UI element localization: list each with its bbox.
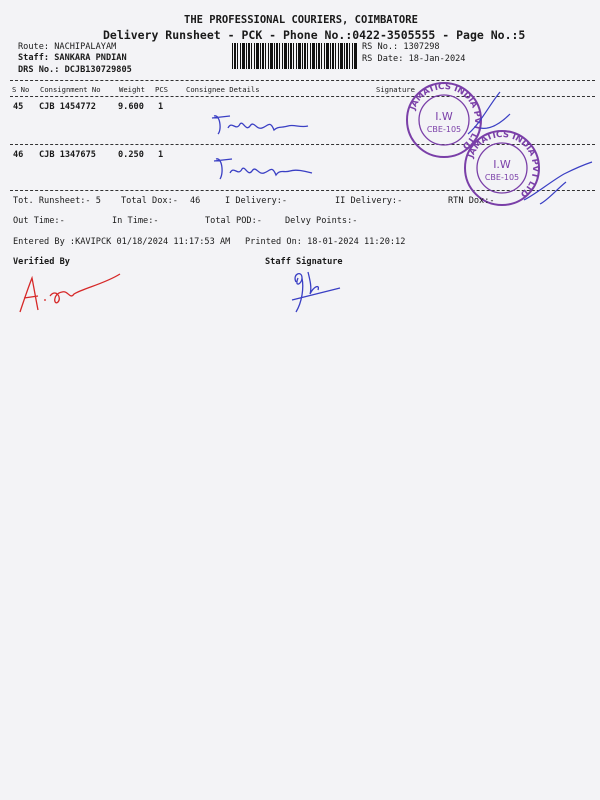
total-dox-label: Total Dox:- — [121, 196, 178, 206]
stamp-signature-2 — [520, 160, 596, 210]
stamp-bottom: CBE-105 — [484, 173, 520, 182]
rs-date: RS Date: 18-Jan-2024 — [362, 54, 466, 64]
col-pcs: PCS — [155, 85, 168, 94]
row-sno: 46 — [13, 150, 24, 160]
stamp-top: I.W — [435, 110, 453, 123]
col-signature: Signature — [376, 85, 415, 94]
route-label: Route: NACHIPALAYAM — [18, 42, 117, 52]
stamp-outer-text: JAMATICS INDIA PVT LTD — [407, 81, 483, 151]
staff-label: Staff: SANKARA PNDIAN — [18, 53, 127, 63]
col-consignment: Consignment No — [40, 85, 101, 94]
verifier-signature — [14, 270, 124, 318]
row-consignment: CJB 1454772 — [39, 102, 96, 112]
row-pcs: 1 — [158, 102, 164, 112]
total-pod: Total POD:- — [205, 216, 262, 226]
rtn-dox: RTN Dox:- — [448, 196, 495, 206]
delvy-points: Delvy Points:- — [285, 216, 358, 226]
stamp-bottom: CBE-105 — [426, 125, 462, 134]
barcode — [232, 43, 358, 69]
row-consignment: CJB 1347675 — [39, 150, 96, 160]
total-dox-value: 46 — [190, 196, 201, 206]
row-weight: 9.600 — [118, 102, 144, 112]
rs-number: RS No.: 1307298 — [362, 42, 440, 52]
row-weight: 0.250 — [118, 150, 144, 160]
drs-number: DRS No.: DCJB130729805 — [18, 65, 132, 75]
col-weight: Weight — [119, 85, 145, 94]
entered-by: Entered By :KAVIPCK 01/18/2024 11:17:53 AM — [13, 237, 231, 247]
col-sno: S No — [12, 85, 30, 94]
runsheet-title: Delivery Runsheet - PCK - Phone No.:0422-3505555 - Page No.:5 — [103, 28, 526, 42]
i-delivery: I Delivery:- — [225, 196, 288, 206]
col-consignee: Consignee Details — [186, 85, 260, 94]
consignee-signature-1 — [210, 110, 330, 140]
total-runsheet: Tot. Runsheet:- 5 — [13, 196, 101, 206]
verified-by-label: Verified By — [13, 257, 70, 267]
stamp-top: I.W — [493, 158, 511, 171]
ii-delivery: II Delivery:- — [335, 196, 403, 206]
staff-signature — [288, 268, 348, 316]
printed-on: Printed On: 18-01-2024 11:20:12 — [245, 237, 406, 247]
staff-signature-label: Staff Signature — [265, 257, 343, 267]
out-time: Out Time:- — [13, 216, 65, 226]
row-sno: 45 — [13, 102, 24, 112]
consignee-signature-2 — [212, 155, 332, 185]
row-pcs: 1 — [158, 150, 164, 160]
stamp-outer-text: JAMATICS INDIA PVT LTD — [465, 129, 541, 199]
divider — [10, 80, 595, 81]
company-name: THE PROFESSIONAL COURIERS, COIMBATORE — [184, 14, 418, 26]
in-time: In Time:- — [112, 216, 159, 226]
